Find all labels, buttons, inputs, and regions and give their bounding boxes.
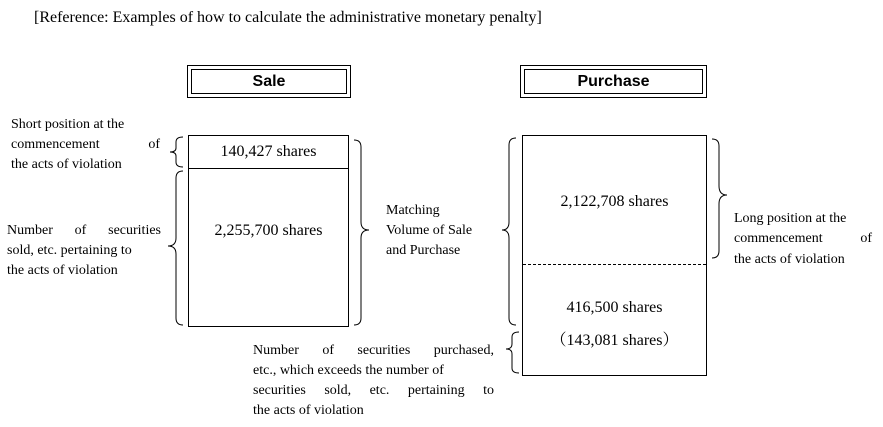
- short-position-value: 140,427 shares: [220, 143, 317, 160]
- excess-shares-value: （143,081 shares）: [550, 331, 679, 349]
- matching-label-line1: Matching: [386, 203, 440, 218]
- long-position-label-line2: commencement of: [734, 231, 872, 246]
- number-sold-brace: [168, 171, 183, 325]
- purchase-header-label: Purchase: [577, 72, 650, 90]
- excess-brace: [506, 332, 519, 373]
- excess-label-line2: etc., which exceeds the number of: [253, 363, 444, 378]
- purchased-shares-value: 416,500 shares: [566, 299, 663, 316]
- matching-label-line3: and Purchase: [386, 243, 461, 258]
- short-position-label-line1: Short position at the: [11, 117, 125, 132]
- long-position-label-line1: Long position at the: [734, 211, 847, 226]
- long-position-label-line3: the acts of violation: [734, 252, 845, 267]
- number-sold-label-line3: the acts of violation: [7, 263, 118, 278]
- short-position-brace: [170, 137, 183, 167]
- short-position-label-line3: the acts of violation: [11, 157, 122, 172]
- matching-sale-brace: [354, 140, 369, 325]
- sold-shares-value: 2,255,700 shares: [214, 221, 323, 239]
- excess-label-line4: the acts of violation: [253, 403, 364, 418]
- excess-label-line1: Number of securities purchased,: [253, 343, 494, 358]
- number-sold-label-line2: sold, etc. pertaining to: [7, 243, 132, 258]
- excess-label-line3: securities sold, etc. pertaining to: [253, 383, 494, 398]
- sale-header-label: Sale: [252, 72, 286, 90]
- matching-purchase-brace: [502, 138, 516, 325]
- matching-label-line2: Volume of Sale: [386, 223, 473, 238]
- long-position-value: 2,122,708 shares: [560, 193, 669, 210]
- long-position-brace: [712, 139, 727, 258]
- reference-title: [Reference: Examples of how to calculate the administrative monetary penalty]: [34, 9, 542, 26]
- short-position-label-line2: commencement of: [11, 137, 160, 152]
- number-sold-label-line1: Number of securities: [7, 223, 161, 238]
